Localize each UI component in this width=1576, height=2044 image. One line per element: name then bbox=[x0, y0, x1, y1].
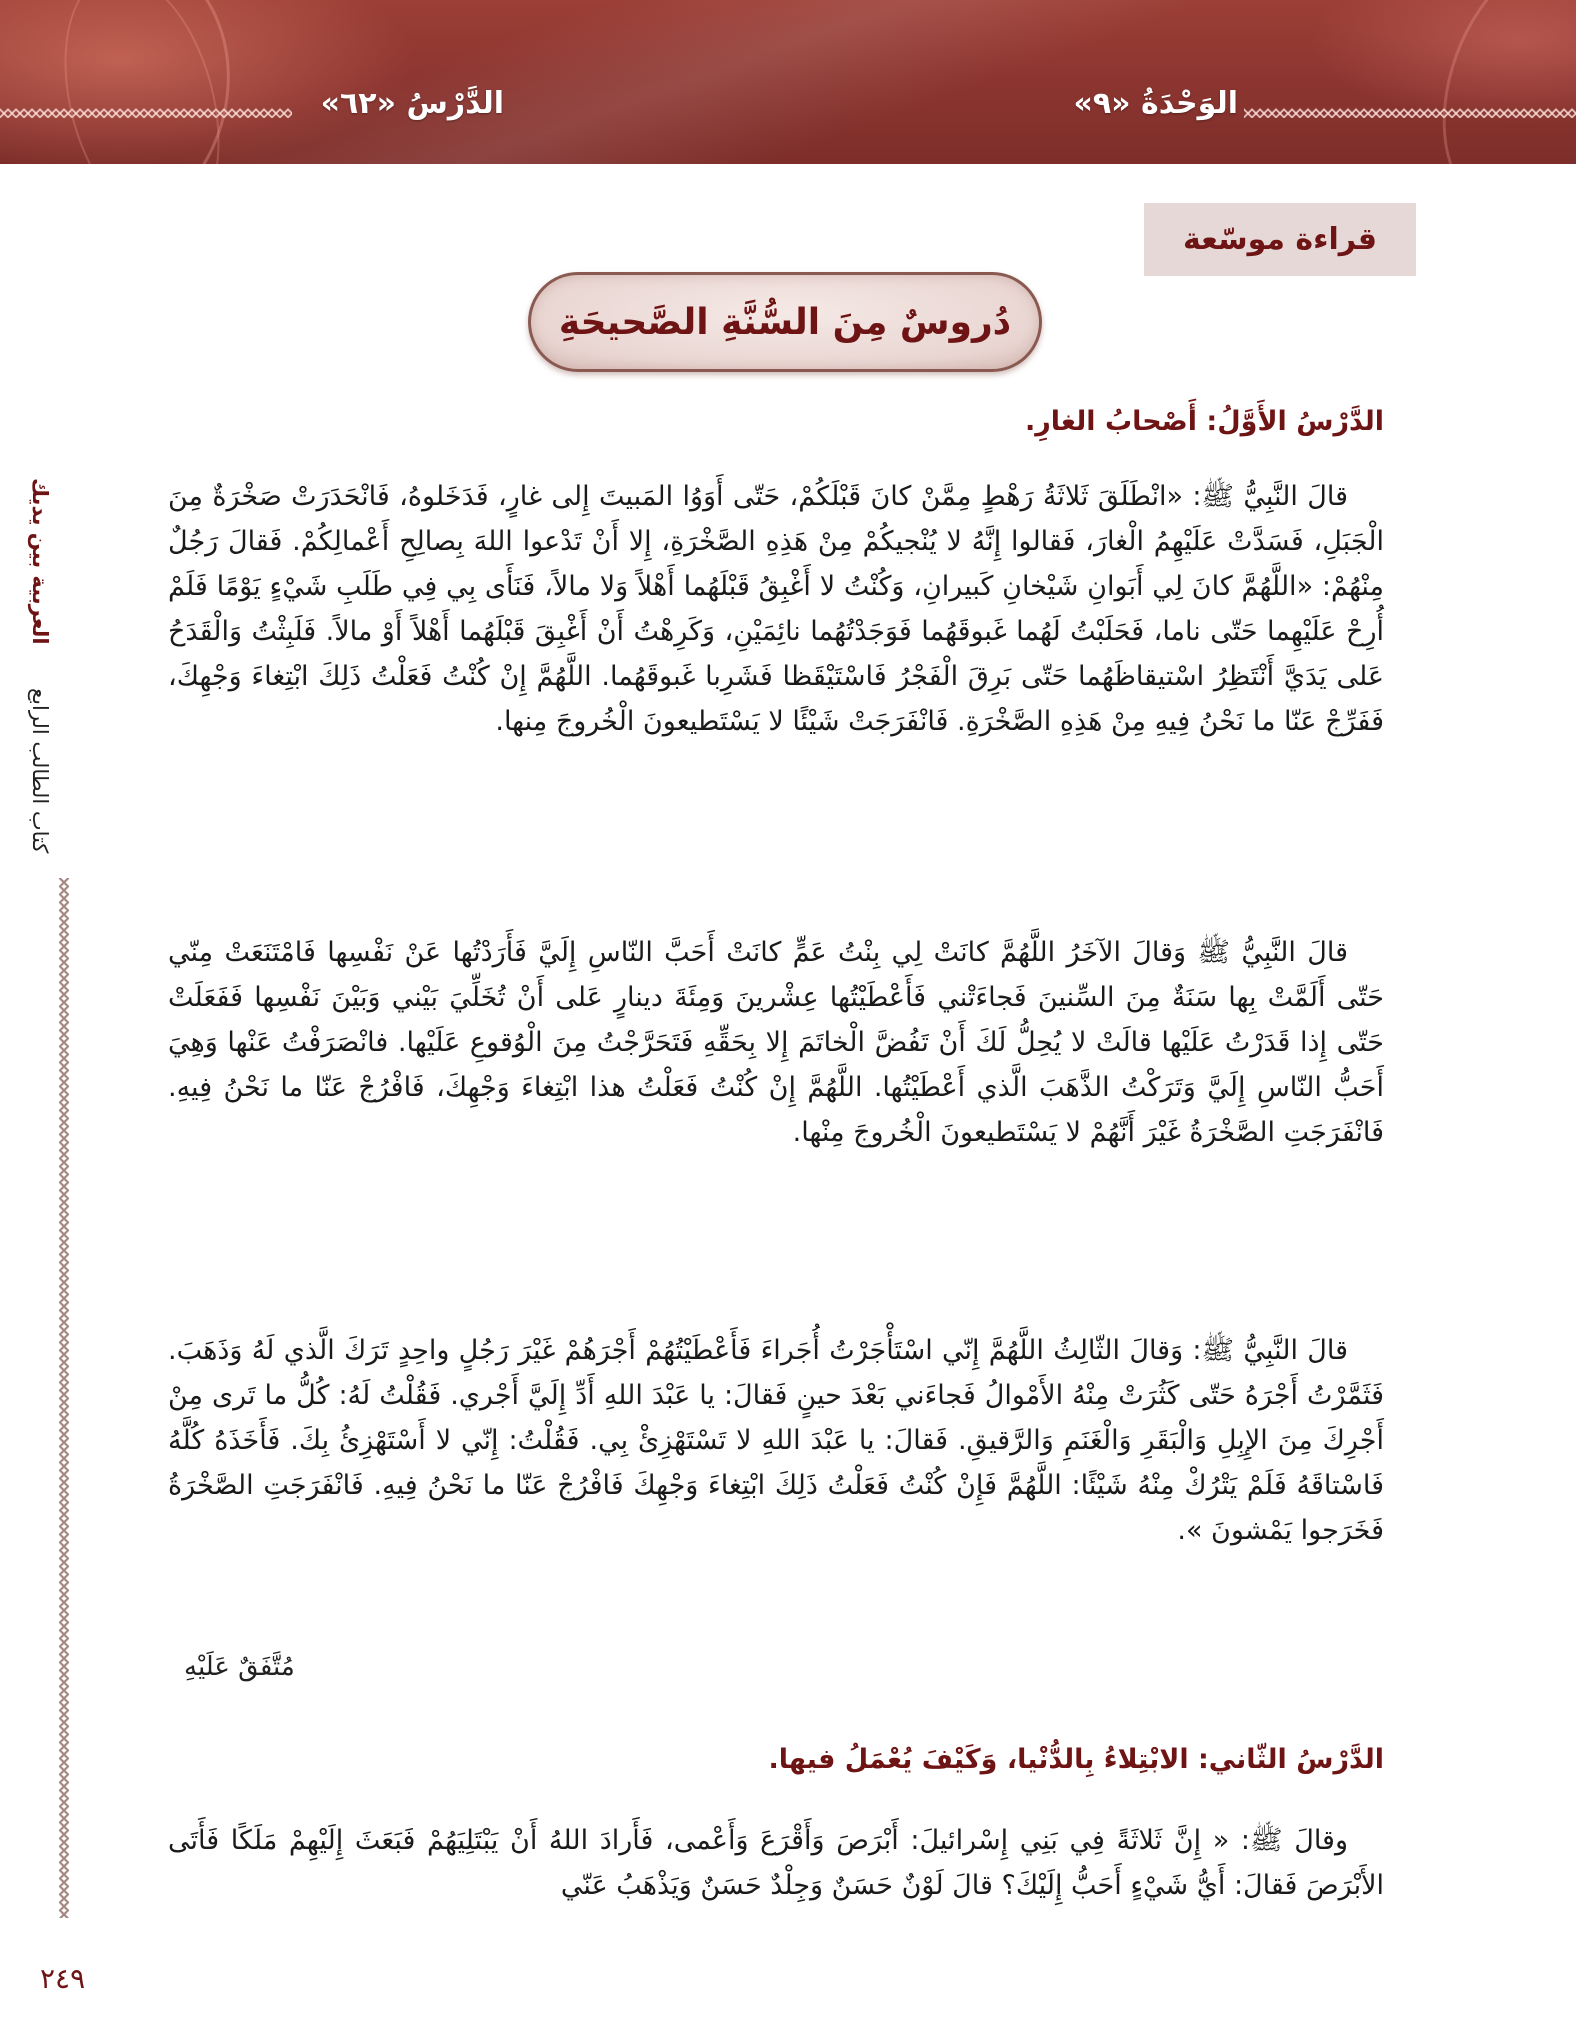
paragraph: وقالَ ﷺ: « إِنَّ ثَلاثَةً فِي بَنِي إِسْرائيلَ: أَبْرَصَ وَأَقْرَعَ وَأَعْمى، فَأَرادَ اللهُ أَنْ يَبْتَلِيَهُمْ فَبَعَثَ إِلَيْهِمْ مَلَكًا فَأَتَى الأَبْرَصَ فَقالَ: أَيُّ شَيْءٍ أَحَبُّ إِلَيْكَ؟ قالَ لَوْنٌ حَسَنٌ وَجِلْدٌ حَسَنٌ وَيَذْهَبُ عَنّي bbox=[168, 1825, 1384, 1901]
lesson-number-label: الدَّرْسُ «٦٢» bbox=[320, 86, 504, 121]
paragraph: قالَ النَّبِيُّ ﷺ وَقالَ الآخَرُ اللَّهُمَّ كانَتْ لِي بِنْتُ عَمٍّ كانَتْ أَحَبَّ النّاسِ إِلَيَّ فَأَرَدْتُها عَنْ نَفْسِها فَامْتَنَعَتْ مِنّي حَتّى أَلَمَّتْ بِها سَنَةٌ مِنَ السِّنينَ فَجاءَتْني فَأَعْطَيْتُها عِشْرينَ وَمِئَةَ دينارٍ عَلى أَنْ تُخَلِّيَ بَيْني وَبَيْنَ نَفْسِها فَفَعَلَتْ حَتّى إِذا قَدَرْتُ عَلَيْها قالَتْ لا يُحِلُّ لَكَ أَنْ تَفُضَّ الْخاتَمَ إِلا بِحَقِّهِ فَتَحَرَّجْتُ مِنَ الْوُقوعِ عَلَيْها. فانْصَرَفْتُ عَنْها وَهِيَ أَحَبُّ النّاسِ إِلَيَّ وَتَرَكْتُ الذَّهَبَ الَّذي أَعْطَيْتُها. اللَّهُمَّ إِنْ كُنْتُ فَعَلْتُ هذا ابْتِغاءَ وَجْهِكَ، فَافْرُجْ عَنّا ما نَحْنُ فِيهِ. فَانْفَرَجَتِ الصَّخْرَةُ غَيْرَ أَنَّهُمْ لا يَسْتَطيعونَ الْخُروجَ مِنْها. bbox=[168, 937, 1384, 1148]
header-banner bbox=[0, 0, 1576, 164]
book-series-title: العربية بين يديك bbox=[28, 478, 52, 645]
book-volume-title: كتاب الطالب الرابع bbox=[28, 688, 52, 854]
lesson-heading: الدَّرْسُ الثّاني: الابْتِلاءُ بِالدُّنْيا، وَكَيْفَ يُعْمَلُ فيها. bbox=[768, 1744, 1384, 1775]
lesson-heading: الدَّرْسُ الأَوَّلُ: أَصْحابُ الغارِ. bbox=[1024, 406, 1384, 437]
page-number: ٢٤٩ bbox=[40, 1962, 86, 1995]
decorative-swirl bbox=[1410, 0, 1576, 164]
decorative-chain-left bbox=[0, 108, 292, 118]
decorative-chain-vertical bbox=[59, 878, 69, 1918]
hadith-source: مُتَّفَقٌ عَلَيْهِ bbox=[184, 1652, 295, 1682]
paragraph: قالَ النَّبِيُّ ﷺ: «انْطَلَقَ ثَلاثَةُ رَهْطٍ مِمَّنْ كانَ قَبْلَكُمْ، حَتّى أَوَوُا المَبيتَ إِلى غارٍ، فَدَخَلوهُ، فَانْحَدَرَتْ صَخْرَةٌ مِنَ الْجَبَلِ، فَسَدَّتْ عَلَيْهِمُ الْغارَ، فَقالوا إِنَّهُ لا يُنْجيكُمْ مِنْ هَذِهِ الصَّخْرَةِ، إِلا أَنْ تَدْعوا اللهَ بِصالِحِ أَعْمالِكُمْ. فَقالَ رَجُلٌ مِنْهُمْ: «اللَّهُمَّ كانَ لِي أَبَوانِ شَيْخانِ كَبيرانِ، وَكُنْتُ لا أَغْبِقُ قَبْلَهُما أَهْلاً وَلا مالاً، فَنَأَى بِي فِي طَلَبِ شَيْءٍ يَوْمًا فَلَمْ أُرِحْ عَلَيْهِما حَتّى ناما، فَحَلَبْتُ لَهُما غَبوقَهُما فَوَجَدْتُهُما نائِمَيْنِ، وَكَرِهْتُ أَنْ أَغْبِقَ قَبْلَهُما أَهْلاً أَوْ مالاً. فَلَبِثْتُ وَالْقَدَحُ عَلى يَدَيَّ أَنْتَظِرُ اسْتيقاظَهُما حَتّى بَرِقَ الْفَجْرُ فَاسْتَيْقَظا فَشَرِبا غَبوقَهُما. اللَّهُمَّ إِنْ كُنْتُ فَعَلْتُ ذَلِكَ ابْتِغاءَ وَجْهِكَ، فَفَرِّجْ عَنّا ما نَحْنُ فِيهِ مِنْ هَذِهِ الصَّخْرَةِ. فَانْفَرَجَتْ شَيْئًا لا يَسْتَطيعونَ الْخُروجَ مِنها. bbox=[168, 481, 1384, 737]
decorative-chain-right bbox=[1244, 108, 1576, 118]
unit-label: الوَحْدَةُ «٩» bbox=[1073, 86, 1238, 121]
page-title: دُروسٌ مِنَ السُّنَّةِ الصَّحيحَةِ bbox=[528, 272, 1042, 372]
extended-reading-tag: قراءة موسّعة bbox=[1144, 203, 1416, 276]
paragraph: قالَ النَّبِيُّ ﷺ: وَقالَ الثّالِثُ اللَّهُمَّ إِنّي اسْتَأْجَرْتُ أُجَراءَ فَأَعْطَيْتُهُمْ أَجْرَهُمْ غَيْرَ رَجُلٍ واحِدٍ تَرَكَ الَّذي لَهُ وَذَهَبَ. فَثَمَّرْتُ أَجْرَهُ حَتّى كَثُرَتْ مِنْهُ الأَمْوالُ فَجاءَني بَعْدَ حينٍ فَقالَ: يا عَبْدَ اللهِ أَدِّ إِلَيَّ أَجْري. فَقُلْتُ لَهُ: كُلُّ ما تَرى مِنْ أَجْرِكَ مِنَ الإِبِلِ وَالْبَقَرِ وَالْغَنَمِ وَالرَّقيقِ. فَقالَ: يا عَبْدَ اللهِ لا تَسْتَهْزِئْ بِي. فَقُلْتُ: إِنّي لا أَسْتَهْزِئُ بِكَ. فَأَخَذَهُ كُلَّهُ فَاسْتاقَهُ فَلَمْ يَتْرُكْ مِنْهُ شَيْئًا: اللَّهُمَّ فَإِنْ كُنْتُ فَعَلْتُ ذَلِكَ ابْتِغاءَ وَجْهِكَ فَافْرُجْ عَنّا ما نَحْنُ فِيهِ. فَانْفَرَجَتِ الصَّخْرَةُ فَخَرَجوا يَمْشونَ ». bbox=[168, 1335, 1384, 1546]
